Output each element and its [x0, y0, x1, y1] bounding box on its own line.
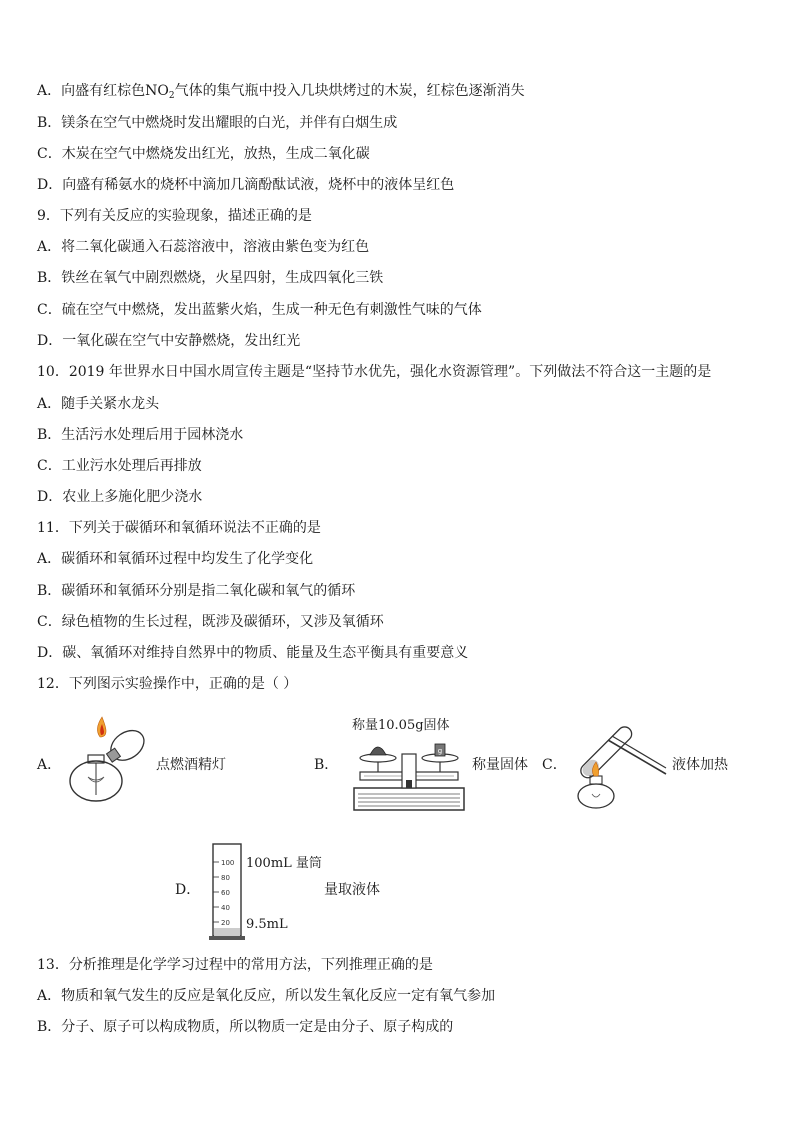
- q8-option-d: D．向盛有稀氨水的烧杯中滴加几滴酚酞试液，烧杯中的液体呈红色: [37, 177, 455, 193]
- balance-pointer-shape: [406, 780, 412, 788]
- q9-option-c: C．硫在空气中燃烧，发出蓝紫火焰，生成一种无色有刺激性气味的气体: [37, 302, 482, 318]
- balance-base-shape: [354, 788, 464, 810]
- graduated-cylinder-figure: [205, 840, 247, 944]
- q13-option-b: B．分子、原子可以构成物质，所以物质一定是由分子、原子构成的: [37, 1019, 454, 1035]
- q12-option-d-caption: 量取液体: [324, 882, 380, 898]
- q10-option-b: B．生活污水处理后用于园林浇水: [37, 427, 244, 443]
- cylinder-volume-label: 100mL 量筒: [246, 856, 322, 871]
- q13-stem: 13．分析推理是化学学习过程中的常用方法，下列推理正确的是: [37, 957, 433, 973]
- q12-option-c-letter: C．: [542, 757, 567, 773]
- q12-option-b-letter: B．: [314, 757, 339, 773]
- q9-stem: 9．下列有关反应的实验现象，描述正确的是: [37, 208, 312, 224]
- q10-option-c: C．工业污水处理后再排放: [37, 458, 202, 474]
- heating-liquid-figure: [572, 718, 668, 812]
- cylinder-tick-label: 20: [221, 919, 230, 927]
- lamp-body-c: [578, 784, 614, 808]
- q11-option-d: D．碳、氧循环对维持自然界中的物质、能量及生态平衡具有重要意义: [37, 645, 469, 661]
- q8-option-a-prefix: A．向盛有红棕色: [37, 83, 146, 99]
- cylinder-reading-label: 9.5mL: [246, 917, 288, 932]
- q11-option-b: B．碳循环和氧循环分别是指二氧化碳和氧气的循环: [37, 583, 356, 599]
- q8-option-a-suffix: 气体的集气瓶中投入几块烘烤过的木炭，红棕色逐渐消失: [174, 83, 525, 99]
- alcohol-lamp-lighting-figure: [66, 715, 158, 807]
- q8-option-a: [37, 82, 525, 105]
- balance-top-label: 称量10.05g固体: [352, 718, 450, 733]
- cylinder-liquid-shape: [214, 928, 240, 936]
- q13-option-a: A．物质和氧气发生的反应是氧化反应，所以发生氧化反应一定有氧气参加: [37, 988, 496, 1004]
- q11-stem: 11．下列关于碳循环和氧循环说法不正确的是: [37, 520, 321, 536]
- q11-option-c: C．绿色植物的生长过程，既涉及碳循环，又涉及氧循环: [37, 614, 384, 630]
- q12-option-b-caption: 称量固体: [472, 757, 528, 773]
- q10-stem: 10．2019 年世界水日中国水周宣传主题是“坚持节水优先，强化水资源管理”。下列做法不符合这一主题的是: [37, 364, 712, 380]
- q11-option-a: A．碳循环和氧循环过程中均发生了化学变化: [37, 551, 314, 567]
- q8-option-b: B．镁条在空气中燃烧时发出耀眼的白光，并伴有白烟生成: [37, 115, 398, 131]
- q12-option-c-caption: 液体加热: [672, 757, 728, 773]
- cylinder-tick-label: 60: [221, 889, 230, 897]
- q9-option-a: A．将二氧化碳通入石蕊溶液中，溶液由紫色变为红色: [37, 239, 370, 255]
- svg-text:g: g: [437, 747, 443, 755]
- no2-formula: NO: [145, 83, 169, 99]
- cylinder-base-shape: [209, 936, 245, 940]
- cylinder-tick-group: [213, 859, 234, 927]
- sample-pile-shape: [370, 747, 386, 755]
- balance-figure: [350, 732, 468, 814]
- cylinder-tick-label: 40: [221, 904, 230, 912]
- cylinder-tick-label: 100: [221, 859, 235, 867]
- q12-option-d-letter: D．: [175, 882, 201, 898]
- q10-option-a: A．随手关紧水龙头: [37, 396, 160, 412]
- q9-option-b: B．铁丝在氧气中剧烈燃烧，火星四射，生成四氧化三铁: [37, 270, 384, 286]
- q10-option-d: D．农业上多施化肥少浇水: [37, 489, 203, 505]
- q12-option-a-caption: 点燃酒精灯: [156, 757, 226, 773]
- q8-option-c: C．木炭在空气中燃烧发出红光，放热，生成二氧化碳: [37, 146, 370, 162]
- q9-option-d: D．一氧化碳在空气中安静燃烧，发出红光: [37, 333, 301, 349]
- test-tube-group: [578, 724, 635, 781]
- tube-holder-shape: [608, 740, 666, 774]
- q12-stem: 12．下列图示实验操作中，正确的是（ ）: [37, 676, 298, 692]
- cylinder-tick-label: 80: [221, 874, 230, 882]
- no2-subscript: 2: [168, 91, 175, 101]
- tilted-lamp-group: [102, 724, 150, 768]
- q12-option-a-letter: A．: [37, 757, 62, 773]
